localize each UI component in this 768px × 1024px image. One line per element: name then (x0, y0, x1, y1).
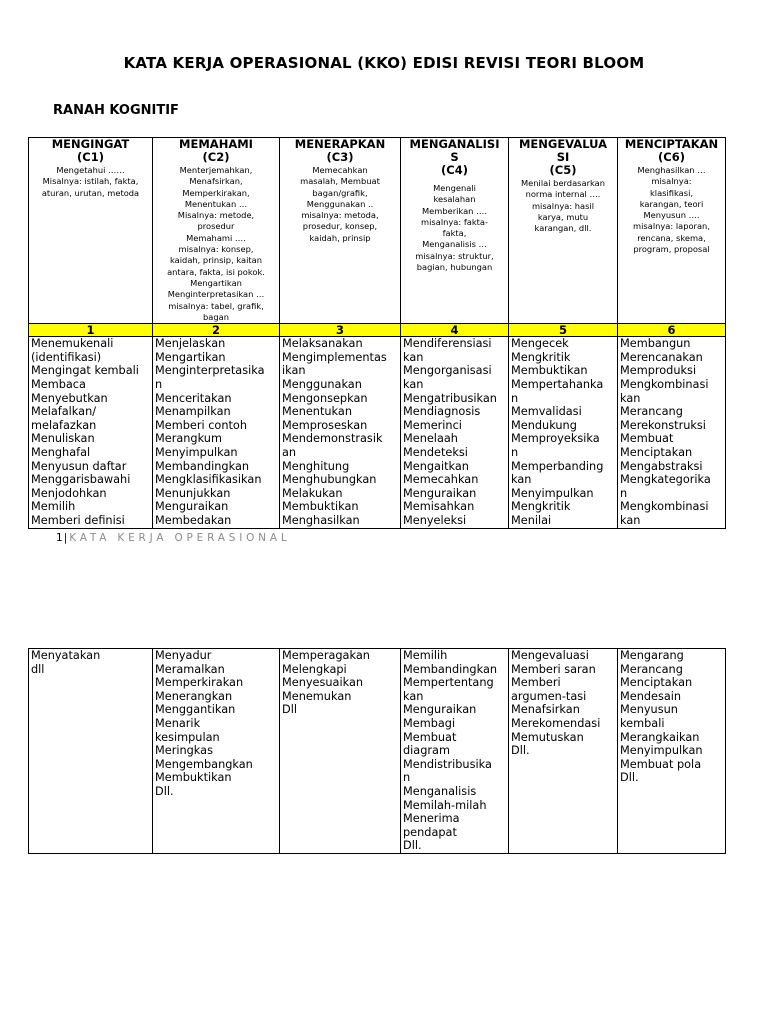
verbs-row (29, 337, 726, 529)
verb-list-c5: Mengevaluasi Memberi saran Memberi argumen-tasi Menafsirkan Merekomendasi Memutuskan Dll. (509, 649, 618, 854)
column-code: (C6) (658, 150, 685, 164)
kko-table-page2 (28, 648, 726, 854)
number-row (29, 324, 726, 337)
column-description: Menghasilkan … misalnya: klasifikasi, karangan, teori Menyusun …. misalnya: laporan, rencana, skema, program, proposal (633, 165, 710, 255)
column-description: Memecahkan masalah, Membuat bagan/grafik, Menggunakan .. misalnya: metoda, prosedur, konsep, kaidah, prinsip (300, 165, 380, 243)
header-cell-c2 (153, 138, 280, 324)
column-number: 6 (618, 324, 726, 337)
header-cell-c6 (618, 138, 726, 324)
column-code: (C2) (202, 150, 230, 164)
verb-list-c2: Menyadur Meramalkan Memperkirakan Menerangkan Menggantikan Menarik kesimpulan Meringkas Mengembangkan Membuktikan Dll. (153, 649, 280, 854)
column-code: (C1) (77, 150, 104, 164)
column-number: 4 (401, 324, 509, 337)
column-title: MENCIPTAKAN (624, 137, 719, 151)
column-title: MENGANALISI S (409, 137, 500, 164)
column-title: MENGEVALUA SI (518, 137, 608, 164)
header-cell-c1 (29, 138, 153, 324)
column-description: Mengenali kesalahan Memberikan …. misalnya: fakta- fakta, Menganalisis … misalnya: struktur, bagian, hubungan (415, 183, 494, 273)
column-number: 3 (280, 324, 401, 337)
column-title: MEMAHAMI (179, 137, 253, 151)
header-cell-c5 (509, 138, 618, 324)
column-number: 2 (153, 324, 280, 337)
header-row (29, 138, 726, 324)
verb-list-c2: Menjelaskan Mengartikan Menginterpretasika n Menceritakan Menampilkan Memberi contoh Merangkum Menyimpulkan Membandingkan Mengklasifikasikan Menunjukkan Menguraikan Membedakan (153, 337, 280, 529)
verb-list-c5: Mengecek Mengkritik Membuktikan Mempertahanka n Memvalidasi Mendukung Memproyeksika n Memperbanding kan Menyimpulkan Mengkritik Menilai (509, 337, 618, 529)
column-number: 1 (29, 324, 153, 337)
verb-list-c4: Memilih Membandingkan Mempertentang kan Menguraikan Membagi Membuat diagram Mendistribusika n Menganalisis Memilah-milah Menerima pendapat Dll. (401, 649, 509, 854)
verb-list-c3: Melaksanakan Mengimplementas ikan Menggunakan Mengonsepkan Menentukan Memproseskan Mendemonstrasik an Menghitung Menghubungkan Melakukan Membuktikan Menghasilkan (280, 337, 401, 529)
verb-list-c6: Membangun Merencanakan Memproduksi Mengkombinasi kan Merancang Merekonstruksi Membuat Menciptakan Mengabstraksi Mengkategorika n Mengkombinasi kan (618, 337, 726, 529)
page-number: 1 (56, 532, 63, 544)
column-number: 5 (509, 324, 618, 337)
page-title: KATA KERJA OPERASIONAL (KKO) EDISI REVISI TEORI BLOOM (123, 54, 645, 72)
header-cell-c3 (280, 138, 401, 324)
verb-list-c4: Mendiferensiasi kan Mengorganisasi kan Mengatribusikan Mendiagnosis Memerinci Menelaah Mendeteksi Mengaitkan Memecahkan Menguraikan Memisahkan Menyeleksi (401, 337, 509, 529)
column-title: MENERAPKAN (294, 137, 386, 151)
footer-separator: | (63, 532, 68, 544)
column-title: MENGINGAT (51, 137, 130, 151)
section-subtitle: RANAH KOGNITIF (53, 103, 179, 118)
column-code: (C4) (441, 163, 468, 177)
column-code: (C3) (326, 150, 354, 164)
verb-list-c1: Menyatakan dll (29, 649, 153, 854)
verb-list-c1: Menemukenali (identifikasi) Mengingat kembali Membaca Menyebutkan Melafalkan/ melafazkan Menuliskan Menghafal Menyusun daftar Menggarisbawahi Menjodohkan Memilih Memberi definisi (29, 337, 153, 529)
column-description: Mengetahui …… Misalnya: istilah, fakta, aturan, urutan, metoda (41, 165, 140, 198)
verb-list-c3: Memperagakan Melengkapi Menyesuaikan Menemukan Dll (280, 649, 401, 854)
footer-doc-title: KATA KERJA OPERASIONAL (69, 532, 291, 544)
page-footer (56, 532, 290, 544)
column-description: Menilai berdasarkan norma internal …. misalnya: hasil karya, mutu karangan, dll. (521, 178, 605, 234)
verbs-row (29, 649, 726, 854)
kko-table-page1 (28, 137, 726, 529)
column-code: (C5) (549, 163, 577, 177)
column-description: Menterjemahkan, Menafsirkan, Memperkirakan, Menentukan … Misalnya: metode, prosedur Memahami …. misalnya: konsep, kaidah, prinsip, kaitan antara, fakta, isi pokok. Mengartikan Menginterpretasikan … misalnya: tabel, grafik, bagan (167, 165, 265, 322)
verb-list-c6: Mengarang Merancang Menciptakan Mendesain Menyusun kembali Merangkaikan Menyimpulkan Membuat pola Dll. (618, 649, 726, 854)
header-cell-c4 (401, 138, 509, 324)
